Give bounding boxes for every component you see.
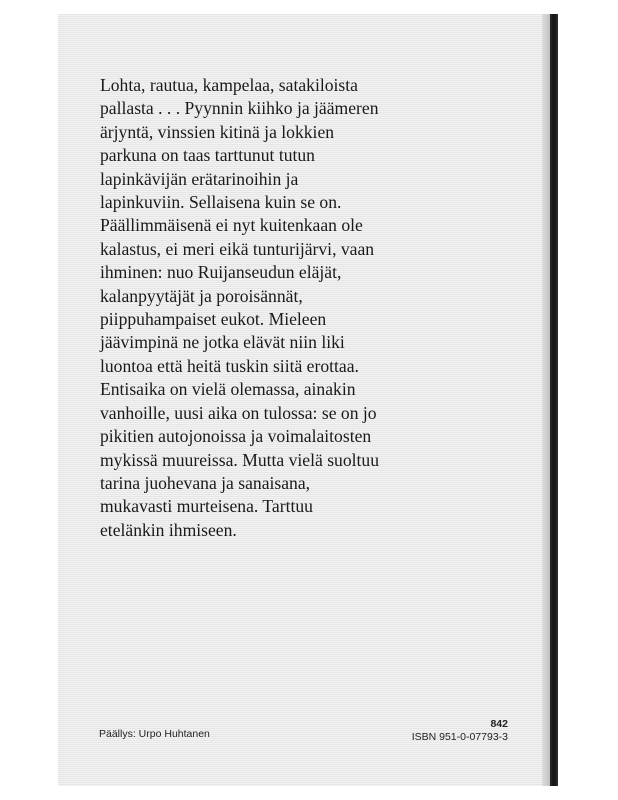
blurb-line: luontoa että heitä tuskin siitä erottaa. <box>100 355 359 376</box>
blurb-line: pikitien autojonoissa ja voimalaitosten <box>100 426 372 447</box>
blurb-line: ihminen: nuo Ruijanseudun eläjät, <box>100 262 342 283</box>
book <box>58 14 558 786</box>
cover-edge <box>542 14 550 786</box>
blurb-line: Entisaika on vielä olemassa, ainakin <box>100 379 356 400</box>
blurb-line: mukavasti murteisena. Tarttuu <box>100 496 313 517</box>
book-spine <box>550 14 558 786</box>
back-cover <box>58 14 552 786</box>
code-number: 842 <box>490 718 508 730</box>
blurb-line: parkuna on taas tarttunut tutun <box>100 145 315 166</box>
blurb-line: kalastus, ei meri eikä tunturijärvi, vaan <box>100 238 375 259</box>
blurb-line: pallasta . . . Pyynnin kiihko ja jäämeren <box>100 98 379 119</box>
blurb-line: piippuhampaiset eukot. Mieleen <box>100 309 327 330</box>
blurb-line: Lohta, rautua, kampelaa, satakiloista <box>100 75 358 95</box>
blurb-text <box>100 74 530 542</box>
blurb-line: lapinkuviin. Sellaisena kuin se on. <box>100 192 342 213</box>
blurb-line: etelänkin ihmiseen. <box>100 519 237 540</box>
blurb-line: kalanpyytäjät ja poroisännät, <box>100 285 303 306</box>
blurb-line: vanhoille, uusi aika on tulossa: se on jo <box>100 402 377 423</box>
publisher-codes <box>412 718 508 744</box>
blurb-line: ärjyntä, vinssien kitinä ja lokkien <box>100 121 335 142</box>
blurb-line: lapinkävijän erätarinoihin ja <box>100 168 299 189</box>
isbn: ISBN 951-0-07793-3 <box>411 731 508 743</box>
blurb-line: Päällimmäisenä ei nyt kuitenkaan ole <box>100 215 363 236</box>
blurb-line: mykissä muureissa. Mutta vielä suoltuu <box>100 449 380 470</box>
blurb-line: tarina juohevana ja sanaisana, <box>100 472 311 493</box>
cover-credit: Päällys: Urpo Huhtanen <box>99 728 210 740</box>
blurb-line: jäävimpinä ne jotka elävät niin liki <box>100 332 345 353</box>
